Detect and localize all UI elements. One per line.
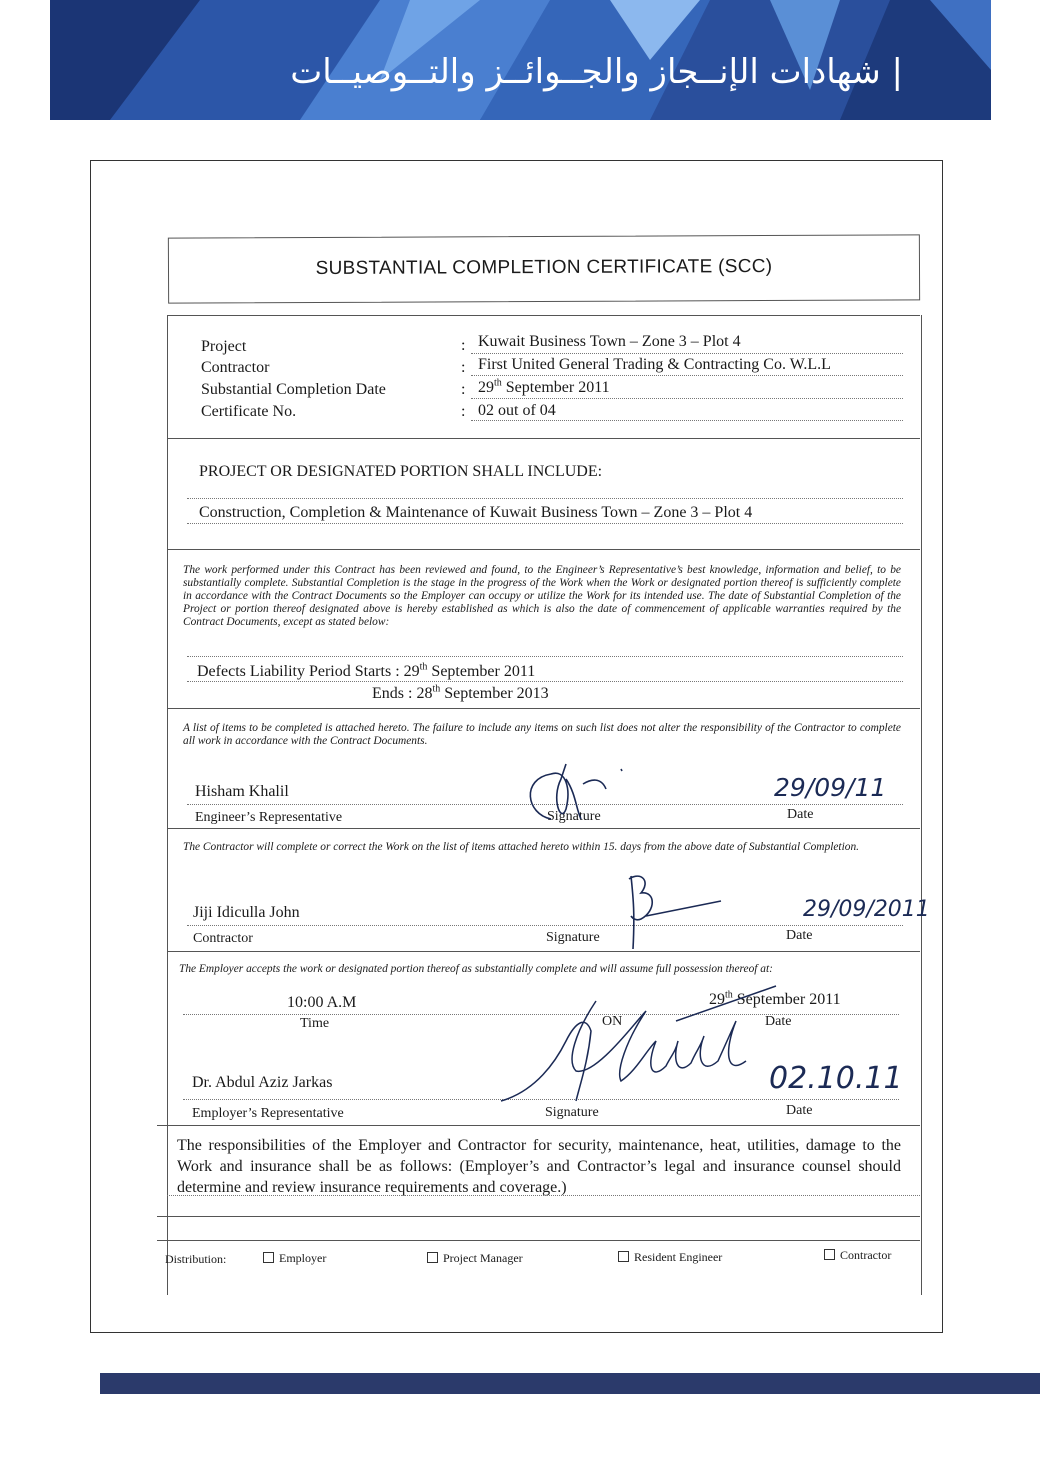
distribution-option-employer[interactable]: Employer <box>263 1251 326 1266</box>
certificate-title: SUBSTANTIAL COMPLETION CERTIFICATE (SCC) <box>315 256 773 279</box>
underline <box>471 398 903 399</box>
divider <box>157 1240 920 1241</box>
employer-signature-label: Signature <box>545 1105 599 1120</box>
possession-on-label: ON <box>602 1014 623 1029</box>
footer-bar <box>100 1373 1040 1394</box>
contractor-value: First United General Trading & Contracting Co. W.L.L <box>478 356 831 373</box>
contractor-role: Contractor <box>193 931 253 946</box>
list-note: A list of items to be completed is attached hereto. The failure to include any items on such list does not alter the responsibility of the Contractor to complete all work in accordance with the Contract Documents. <box>183 722 901 747</box>
divider <box>157 1125 920 1126</box>
project-value: Kuwait Business Town – Zone 3 – Plot 4 <box>478 333 741 350</box>
employer-handwritten-date: 02.10.11 <box>769 1061 903 1096</box>
contractor-name: Jiji Idiculla John <box>193 904 300 921</box>
underline <box>187 925 903 926</box>
colon: : <box>461 359 466 376</box>
contractor-note: The Contractor will complete or correct the Work on the list of items attached hereto within 15. days from the above date of Substantial Completion. <box>183 841 859 853</box>
possession-time-value: 10:00 A.M <box>287 994 357 1011</box>
engineer-date-label: Date <box>787 807 814 822</box>
checkbox-icon[interactable] <box>824 1249 835 1260</box>
portion-heading: PROJECT OR DESIGNATED PORTION SHALL INCLUDE: <box>199 463 603 480</box>
engineer-role: Engineer’s Representative <box>195 810 343 825</box>
checkbox-icon[interactable] <box>263 1252 274 1263</box>
engineer-name: Hisham Khalil <box>195 783 289 800</box>
completion-date-value: 29th September 2011 <box>478 377 610 396</box>
certificate-title-box <box>168 234 920 303</box>
divider <box>167 951 920 952</box>
underline <box>187 523 903 524</box>
engineer-signature-label: Signature <box>547 809 601 824</box>
divider <box>167 828 920 829</box>
possession-time-label: Time <box>300 1016 330 1031</box>
header-banner <box>50 0 991 120</box>
contractor-signature-drawing <box>611 871 731 951</box>
colon: : <box>461 403 466 420</box>
defects-ends: Ends : 28th September 2013 <box>372 683 549 702</box>
colon: : <box>461 381 466 398</box>
employer-date-label: Date <box>786 1103 813 1118</box>
checkbox-icon[interactable] <box>427 1252 438 1263</box>
portion-text: Construction, Completion & Maintenance of Kuwait Business Town – Zone 3 – Plot 4 <box>199 504 753 521</box>
distribution-option-contractor[interactable]: Contractor <box>824 1248 891 1263</box>
underline <box>471 353 903 354</box>
engineer-signature-drawing <box>521 759 661 829</box>
contractor-date-label: Date <box>786 928 813 943</box>
divider <box>167 438 920 439</box>
underline <box>471 375 903 376</box>
divider <box>167 708 920 709</box>
completion-date-label: Substantial Completion Date <box>201 381 386 398</box>
defects-starts: Defects Liability Period Starts : 29th September 2011 <box>197 661 536 680</box>
underline <box>187 498 903 499</box>
distribution-label: Distribution: <box>165 1252 227 1266</box>
possession-date-label: Date <box>765 1014 792 1029</box>
certificate-no-value: 02 out of 04 <box>478 402 556 419</box>
project-label: Project <box>201 338 247 355</box>
employer-name: Dr. Abdul Aziz Jarkas <box>192 1074 333 1091</box>
banner-title: | شهادات الإنــجاز والجــوائــز والتــوصيــات <box>290 52 903 92</box>
completion-statement: The work performed under this Contract has been reviewed and found, to the Engineer’s Representative’s best knowledge, information and belief, to be substantially complete. Substantial Completion is the stage in the progress of the Work when the Work or designated portion thereof is sufficiently complete in accordance with the Contract Documents so the Employer can occupy or utilize the Work for its intended use. The date of Substantial Completion of the Project or portion thereof designated above is hereby established as which is also the date of commencement of applicable warranties required by the Contract Documents, except as stated below: <box>183 564 901 628</box>
distribution-option-resident-engineer[interactable]: Resident Engineer <box>618 1250 722 1265</box>
certificate-no-label: Certificate No. <box>201 403 297 420</box>
contractor-label: Contractor <box>201 359 270 376</box>
engineer-handwritten-date: 29/09/11 <box>774 773 887 802</box>
responsibilities-text: The responsibilities of the Employer and Contractor for security, maintenance, heat, utilities, damage to the Work and insurance shall be as follows: (Employer’s and Contractor’s legal and insurance counsel should determine and review insurance requirements and coverage.) <box>177 1137 901 1196</box>
possession-date-value: 29th September 2011 <box>709 989 841 1008</box>
colon: : <box>461 337 466 354</box>
employer-signature-drawing <box>496 981 796 1111</box>
contractor-signature-label: Signature <box>546 930 600 945</box>
underline <box>471 420 903 421</box>
employer-role: Employer’s Representative <box>192 1106 344 1121</box>
contractor-handwritten-date: 29/09/2011 <box>803 897 930 922</box>
divider <box>157 1216 920 1217</box>
divider <box>167 549 920 550</box>
checkbox-icon[interactable] <box>618 1251 629 1262</box>
certificate-frame <box>90 160 943 1333</box>
employer-note: The Employer accepts the work or designated portion thereof as substantially complete and will assume full possession thereof at: <box>179 963 773 975</box>
underline <box>187 681 903 682</box>
distribution-option-project-manager[interactable]: Project Manager <box>427 1251 523 1266</box>
underline <box>187 656 903 657</box>
underline <box>167 1195 920 1196</box>
divider <box>167 315 920 316</box>
